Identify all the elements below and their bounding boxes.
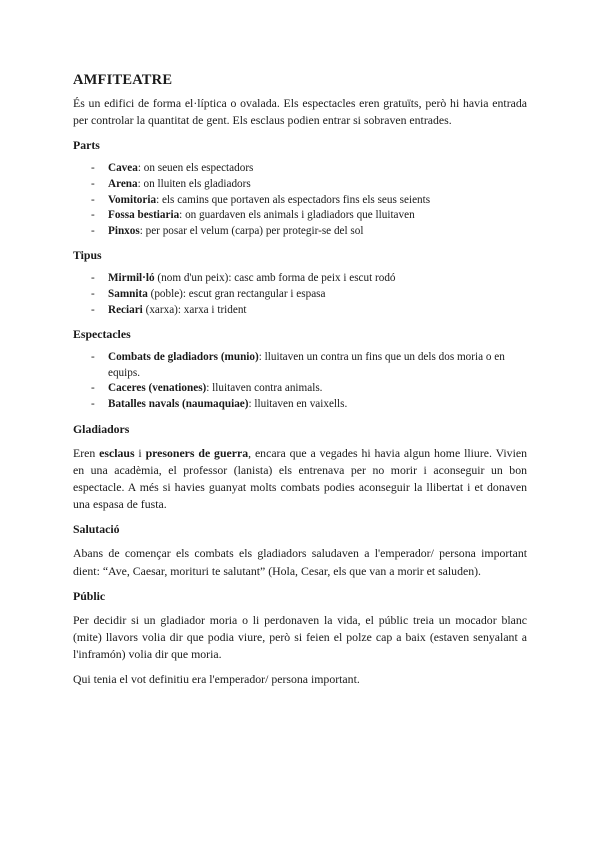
list-item [91, 208, 527, 224]
term: Vomitoria [108, 193, 157, 206]
text-run: , encara que a vegades hi havia algun home lliure. Vivien en una acadèmia, el professor (lanista) els entrenava per no morir i aconseguir un bon espectacle. A més si havies guanyat molts combats podies aconseguir la llibertat i et donaven una espasa de fusta. [73, 445, 527, 512]
gladiadors-paragraph [73, 445, 527, 514]
tipus-list [73, 271, 527, 318]
term: Arena [108, 178, 138, 190]
term: Combats de gladiadors (munio) [108, 351, 259, 364]
term: Fossa bestiaria [108, 209, 180, 222]
section-heading-parts: Parts [73, 138, 100, 153]
intro-paragraph: És un edifici de forma el·líptica o ovalada. Els espectacles eren gratuïts, però hi havia entrada per controlar la quantitat de gent. Els esclaus podien entrar si sobraven entrades. [73, 96, 527, 128]
definition: : lluitaven contra animals. [206, 382, 323, 395]
section-heading-salutacio: Salutació [73, 522, 120, 537]
definition: : on lluiten els gladiadors [137, 178, 251, 190]
definition: : per posar el velum (carpa) per protegir-se del sol [139, 224, 364, 237]
section-heading-espectacles: Espectacles [73, 327, 131, 342]
bold-run: presoners de guerra [145, 445, 249, 460]
list-item [91, 287, 527, 303]
page-title: AMFITEATRE [73, 72, 173, 88]
list-item [91, 161, 527, 177]
term: Cavea [108, 162, 138, 175]
list-item [91, 397, 527, 413]
term: Batalles navals (naumaquiae) [108, 397, 249, 410]
list-item [91, 350, 527, 381]
parts-list [73, 161, 527, 239]
definition: : lluitaven en vaixells. [248, 397, 348, 410]
list-item [91, 177, 527, 193]
public-paragraph-2: Qui tenia el vot definitiu era l'emperador/ persona important. [73, 672, 360, 687]
section-heading-public: Públic [73, 588, 106, 603]
list-item [91, 381, 527, 397]
term: Pinxos [108, 224, 140, 237]
term: Samnita [108, 287, 148, 300]
section-heading-tipus: Tipus [73, 248, 102, 263]
list-item [91, 193, 527, 209]
list-item [91, 303, 527, 319]
espectacles-list [73, 350, 527, 412]
bold-run: esclaus [99, 445, 135, 460]
list-item [91, 271, 527, 287]
text-run: Eren [73, 445, 100, 460]
definition: : on seuen els espectadors [137, 162, 254, 175]
definition: : on guardaven els animals i gladiadors que lluitaven [179, 209, 415, 222]
salutacio-paragraph: Abans de començar els combats els gladiadors saludaven a l'emperador/ persona important dient: “Ave, Caesar, morituri te salutant” (Hola, Cesar, els que van a morir et saluden). [73, 546, 527, 578]
term: Caceres (venationes) [108, 382, 207, 395]
definition: (xarxa): xarxa i trident [142, 303, 247, 316]
definition: : lluitaven un contra un fins que un dels dos moria o en equips. [108, 351, 505, 379]
section-heading-gladiadors: Gladiadors [73, 421, 130, 436]
definition: (nom d'un peix): casc amb forma de peix i escut rodó [154, 272, 396, 285]
list-item [91, 224, 527, 240]
term: Mirmil·ló [108, 272, 155, 285]
text-run: i [134, 445, 146, 460]
term: Reciari [108, 303, 143, 316]
public-paragraph: Per decidir si un gladiador moria o li perdonaven la vida, el públic treia un mocador blanc (mite) llavors volia dir que podia viure, però si feien el polze cap a baix (estaven senyalant a l'inframón) volia dir que moria. [73, 612, 527, 662]
definition: : els camins que portaven als espectadors fins els seus seients [156, 193, 431, 206]
definition: (poble): escut gran rectangular i espasa [147, 287, 326, 300]
